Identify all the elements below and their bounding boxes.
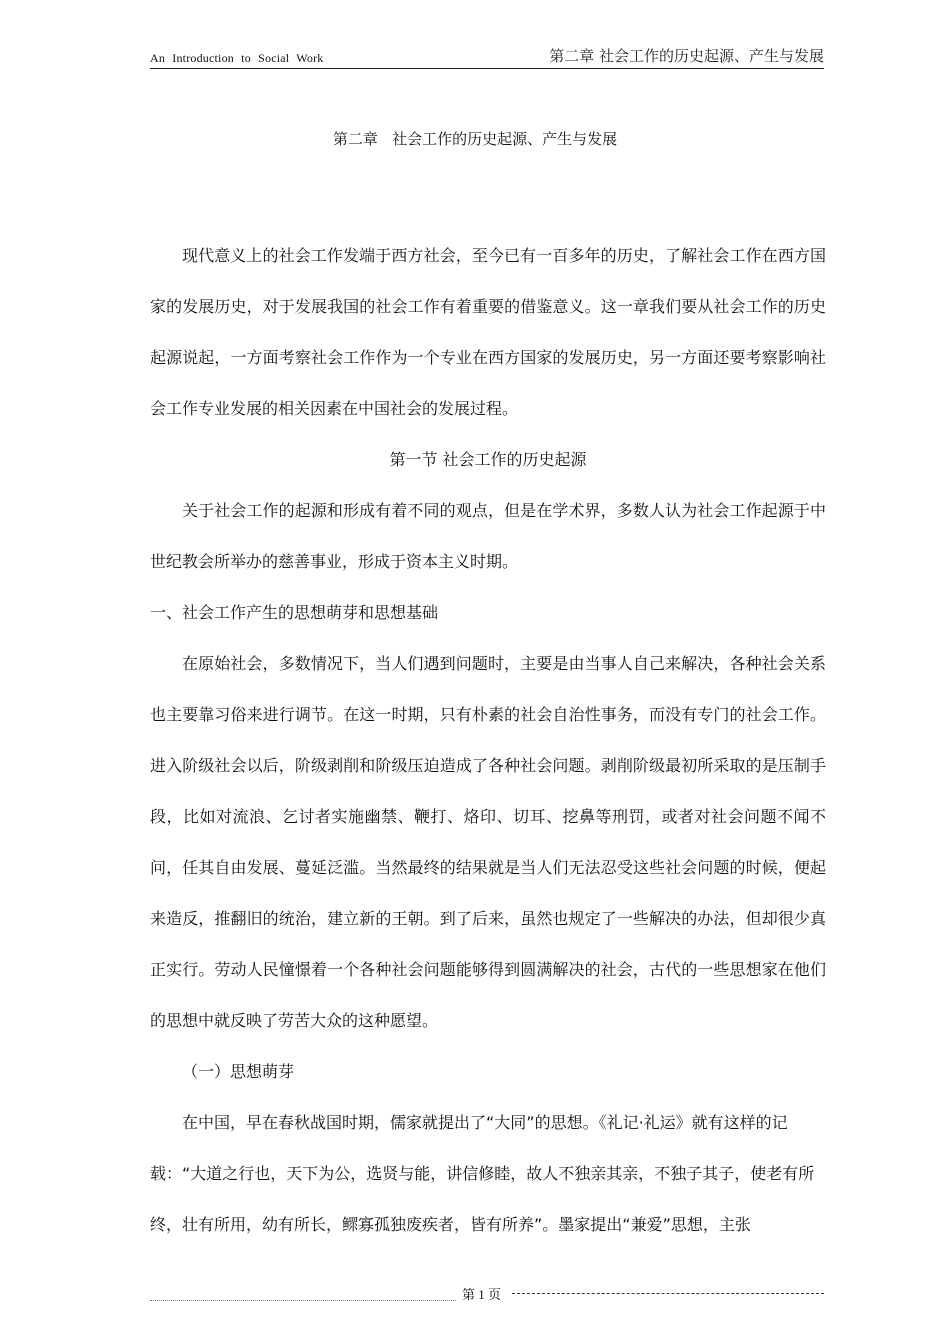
- paragraph-intro: 现代意义上的社会工作发端于西方社会，至今已有一百多年的历史，了解社会工作在西方国家的发展历史，对于发展我国的社会工作有着重要的借鉴意义。这一章我们要从社会工作的历史起源说起，一方面考察社会工作作为一个专业在西方国家的发展历史，另一方面还要考察影响社会工作专业发展的相关因素在中国社会的发展过程。: [150, 246, 826, 418]
- footer-rule-left: [150, 1300, 456, 1301]
- subheading-1-1: （一）思想萌芽: [182, 1062, 295, 1081]
- paragraph-primitive-society: 在原始社会，多数情况下，当人们遇到问题时，主要是由当事人自己来解决，各种社会关系也主要靠习俗来进行调节。在这一时期，只有朴素的社会自治性事务，而没有专门的社会工作。进入阶级社会以后，阶级剥削和阶级压迫造成了各种社会问题。剥削阶级最初所采取的是压制手段，比如对流浪、乞讨者实施幽禁、鞭打、烙印、切耳、挖鼻等刑罚，或者对社会问题不闻不问，任其自由发展、蔓延泛滥。当然最终的结果就是当人们无法忍受这些社会问题的时候，便起来造反，推翻旧的统治，建立新的王朝。到了后来，虽然也规定了一些解决的办法，但却很少真正实行。劳动人民憧憬着一个各种社会问题能够得到圆满解决的社会，古代的一些思想家在他们的思想中就反映了劳苦大众的这种愿望。: [150, 654, 826, 1030]
- footer-rule-right: [512, 1293, 824, 1294]
- header-book-title: An Introduction to Social Work: [150, 51, 324, 65]
- page-number: 第 1 页: [462, 1287, 502, 1302]
- page-footer: [150, 1284, 824, 1302]
- paragraph-china: 在中国，早在春秋战国时期，儒家就提出了“大同”的思想。《礼记·礼运》就有这样的记载：“大道之行也，天下为公，选贤与能，讲信修睦，故人不独亲其亲，不独子其子，使老有所终，壮有所用，幼有所长，鳏寡孤独废疾者，皆有所养”。墨家提出“兼爱”思想，主张: [150, 1113, 815, 1234]
- page-header: [150, 46, 824, 69]
- subheading-1: 一、社会工作产生的思想萌芽和思想基础: [150, 603, 439, 622]
- section-heading: 第一节 社会工作的历史起源: [389, 450, 587, 469]
- body-text: [150, 230, 826, 1250]
- header-chapter-title: 第二章 社会工作的历史起源、产生与发展: [549, 47, 824, 65]
- chapter-title: 第二章 社会工作的历史起源、产生与发展: [332, 130, 618, 148]
- paragraph-origin: 关于社会工作的起源和形成有着不同的观点，但是在学术界，多数人认为社会工作起源于中世纪教会所举办的慈善事业，形成于资本主义时期。: [150, 501, 826, 571]
